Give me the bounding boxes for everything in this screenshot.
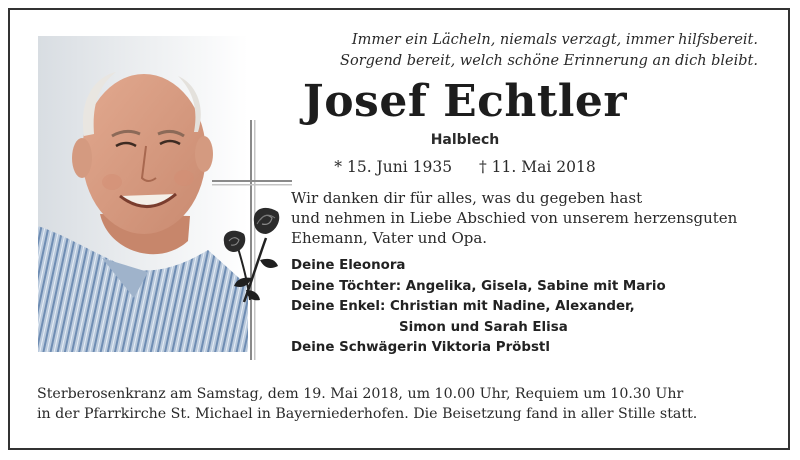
family-line: Deine Enkel: Christian mit Nadine, Alexander, <box>291 299 635 314</box>
death-date: † 11. Mai 2018 <box>479 158 596 176</box>
service-notice <box>37 384 777 424</box>
family-line: Deine Schwägerin Viktoria Pröbstl <box>291 340 550 355</box>
motto-verse <box>300 30 758 72</box>
thanks-line: und nehmen in Liebe Abschied von unserem herzensguten <box>291 209 738 227</box>
life-dates <box>300 158 630 176</box>
motto-line: Immer ein Lächeln, niemals verzagt, immer hilfsbereit. <box>351 32 758 48</box>
service-line: Sterberosenkranz am Samstag, dem 19. Mai 2018, um 10.00 Uhr, Requiem um 10.30 Uhr <box>37 386 684 402</box>
deceased-name: Josef Echtler <box>302 76 628 127</box>
family-line: Deine Eleonora <box>291 258 406 273</box>
service-line: in der Pfarrkirche St. Michael in Bayerniederhofen. Die Beisetzung fand in aller Stille statt. <box>37 406 698 422</box>
thanks-text <box>291 188 771 248</box>
family-line: Simon und Sarah Elisa <box>399 319 568 335</box>
thanks-line: Ehemann, Vater und Opa. <box>291 229 488 247</box>
cross-with-roses-icon <box>208 120 300 360</box>
birth-date: * 15. Juni 1935 <box>334 158 453 176</box>
thanks-line: Wir danken dir für alles, was du gegeben hast <box>291 189 643 207</box>
family-line: Deine Töchter: Angelika, Gisela, Sabine mit Mario <box>291 278 666 294</box>
family-list <box>291 256 771 359</box>
deceased-place: Halblech <box>430 132 500 148</box>
motto-line: Sorgend bereit, welch schöne Erinnerung an dich bleibt. <box>340 53 758 69</box>
